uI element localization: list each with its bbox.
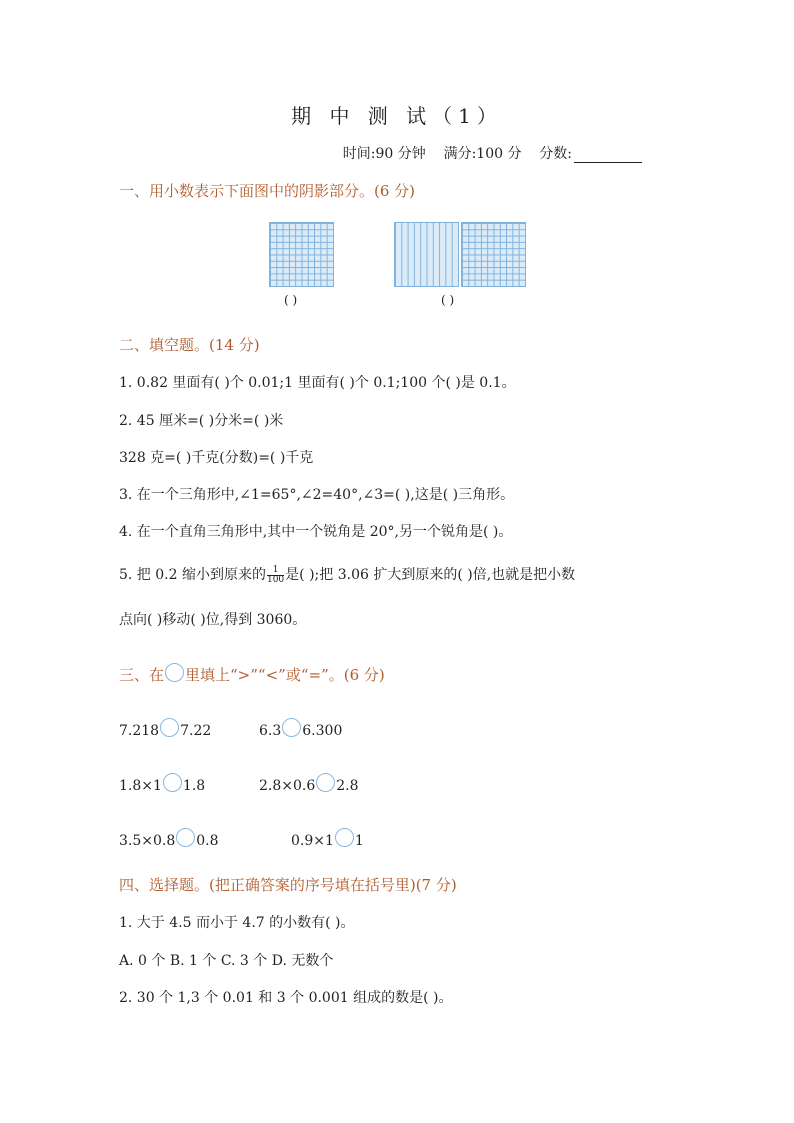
page-title: 期 中 测 试（1）	[291, 104, 503, 128]
question-2-3: 3. 在一个三角形中,∠1=65°,∠2=40°,∠3=( ),这是( )三角形。	[119, 487, 515, 503]
comparison-circle-icon	[165, 663, 184, 682]
compare-item-6	[291, 828, 364, 849]
compare-item-1	[119, 718, 211, 739]
tenths-strip-figure	[394, 222, 459, 287]
compare-circle-input[interactable]	[335, 828, 354, 847]
compare-right: 6.300	[302, 723, 343, 739]
compare-circle-input[interactable]	[282, 718, 301, 737]
compare-circle-input[interactable]	[163, 773, 182, 792]
question-2-4: 4. 在一个直角三角形中,其中一个锐角是 20°,另一个锐角是( )。	[119, 524, 513, 540]
full-score: 满分:100 分	[443, 146, 522, 162]
compare-right: 1	[354, 833, 364, 849]
compare-right: 2.8	[336, 778, 359, 794]
question-2-5-text-a: 5. 把 0.2 缩小到原来的	[119, 567, 266, 583]
answer-blank-2[interactable]: ( )	[441, 293, 455, 307]
hundred-grid-figure-2	[461, 222, 526, 287]
compare-left: 0.9×1	[291, 833, 334, 849]
compare-left: 3.5×0.8	[119, 833, 176, 849]
question-2-1: 1. 0.82 里面有( )个 0.01;1 里面有( )个 0.1;100 个( )是 0.1。	[119, 375, 516, 391]
section-3-title	[119, 663, 385, 685]
compare-right: 7.22	[180, 723, 212, 739]
exam-meta	[343, 143, 642, 163]
compare-left: 2.8×0.6	[259, 778, 316, 794]
compare-item-2	[259, 718, 342, 739]
section-4-title: 四、选择题。(把正确答案的序号填在括号里)(7 分)	[119, 876, 457, 894]
score-label: 分数:	[539, 146, 572, 162]
section-3-title-a: 三、在	[119, 666, 165, 684]
fraction-numerator: 1	[267, 566, 284, 576]
question-2-5-text-b: 是( );把 3.06 扩大到原来的( )倍,也就是把小数	[285, 567, 576, 583]
answer-blank-1[interactable]: ( )	[284, 293, 298, 307]
compare-right: 1.8	[182, 778, 206, 794]
fraction-denominator: 100	[266, 574, 285, 585]
question-2-2b: 328 克=( )千克(分数)=( )千克	[119, 450, 314, 466]
compare-right: 0.8	[196, 833, 219, 849]
question-2-5-line-2: 点向( )移动( )位,得到 3060。	[119, 612, 307, 628]
compare-item-5	[119, 828, 219, 849]
section-3-title-b: 里填上“>”“<”或“=”。(6 分)	[185, 666, 385, 684]
score-blank[interactable]	[574, 148, 642, 163]
compare-circle-input[interactable]	[316, 773, 335, 792]
compare-left: 6.3	[259, 723, 282, 739]
section-2-title: 二、填空题。(14 分)	[119, 336, 260, 354]
compare-item-3	[119, 773, 205, 794]
hundred-grid-figure-1	[269, 222, 334, 287]
compare-left: 7.218	[119, 723, 160, 739]
compare-circle-input[interactable]	[176, 828, 195, 847]
question-2-5	[119, 564, 575, 585]
question-4-1-options: A. 0 个 B. 1 个 C. 3 个 D. 无数个	[119, 953, 334, 969]
question-4-1: 1. 大于 4.5 而小于 4.7 的小数有( )。	[119, 915, 355, 931]
question-2-2: 2. 45 厘米=( )分米=( )米	[119, 413, 284, 429]
compare-circle-input[interactable]	[160, 718, 179, 737]
compare-left: 1.8×1	[119, 778, 162, 794]
time-limit: 时间:90 分钟	[342, 146, 426, 162]
fraction-one-hundredth	[267, 566, 284, 585]
section-1-title: 一、用小数表示下面图中的阴影部分。(6 分)	[119, 182, 416, 200]
question-4-2: 2. 30 个 1,3 个 0.01 和 3 个 0.001 组成的数是( )。	[119, 990, 453, 1006]
compare-item-4	[259, 773, 359, 794]
